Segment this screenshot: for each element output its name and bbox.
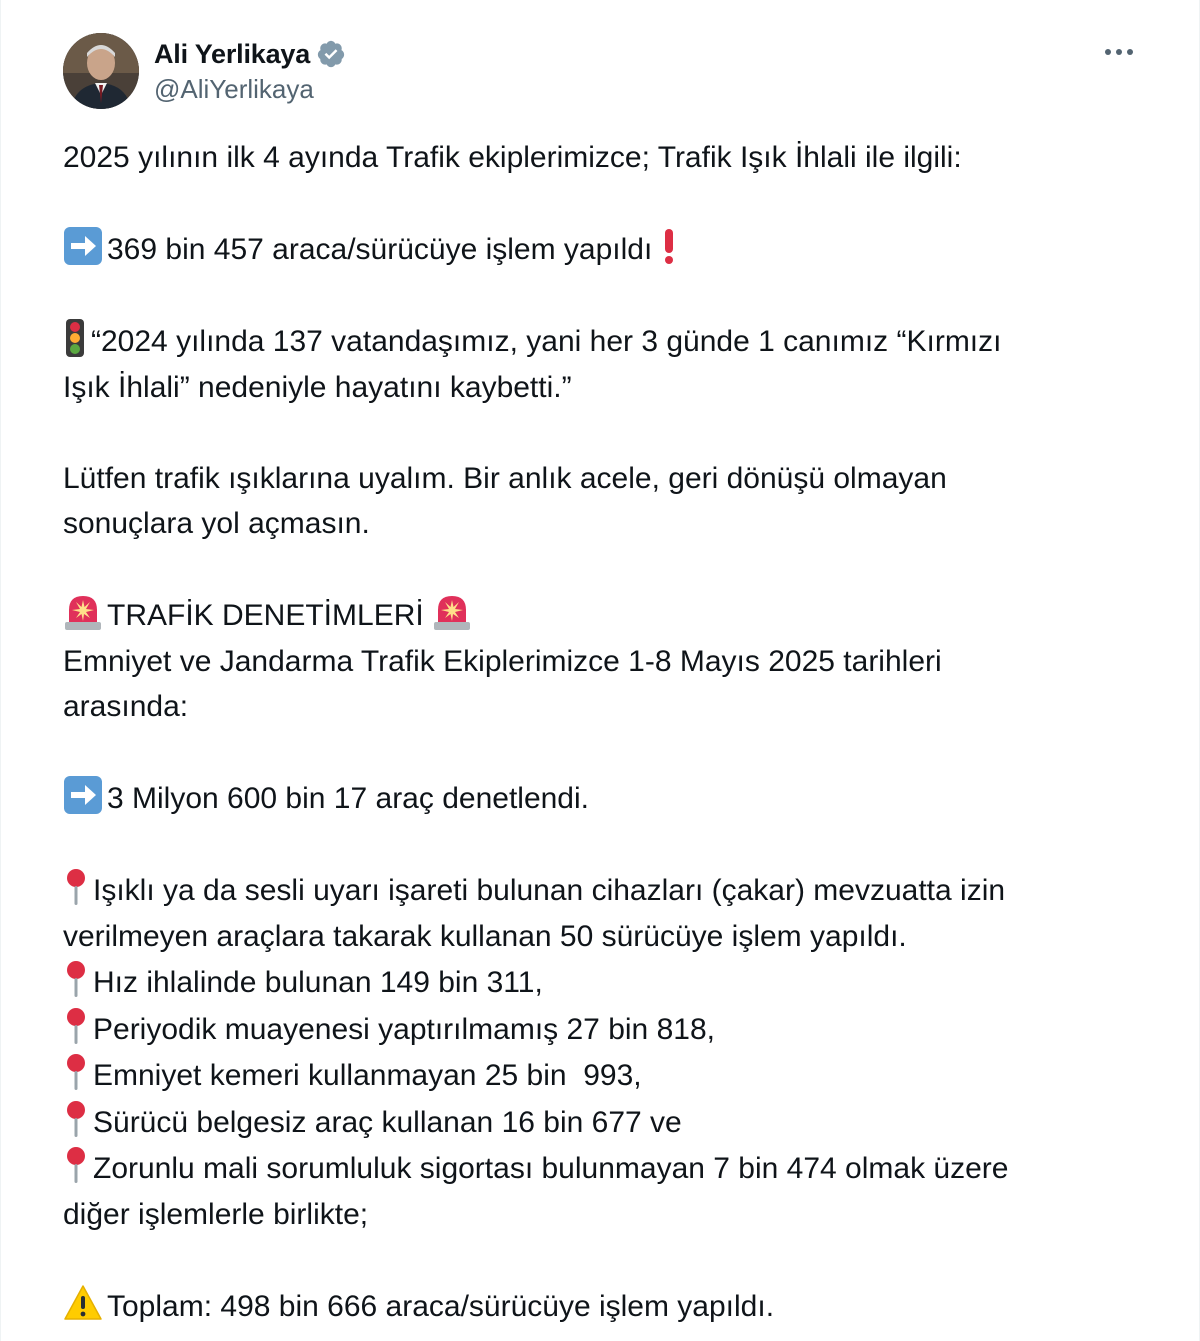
avatar[interactable] [63,33,139,109]
list-item-continuation: diğer işlemlerle birlikte; [63,1197,369,1231]
spacer [63,822,1143,868]
list-item [63,959,1143,1006]
section-intro-line-2: arasında: [63,690,189,723]
list-item [63,1145,1143,1192]
item-text: Işıklı ya da sesli uyarı işareti bulunan cihazları (çakar) mevzuatta izin [93,874,1006,907]
list-item [63,1006,1143,1053]
spacer [63,410,1143,456]
intro-text: 2025 yılının ilk 4 ayında Trafik ekiplerimizce; Trafik Işık İhlali ile ilgili: [63,141,962,174]
pushpin-icon [63,1006,89,1046]
pushpin-icon [63,867,89,907]
siren-icon [63,592,103,632]
section-title-line [63,592,1143,639]
spacer [63,273,1143,319]
author-names [154,36,346,105]
item-text: Hız ihlalinde bulunan 149 bin 311, [93,966,543,999]
plea-line-1: Lütfen trafik ışıklarına uyalım. Bir anlık acele, geri dönüşü olmayan [63,461,947,495]
list-item-continuation: verilmeyen araçlara takarak kullanan 50 sürücüye işlem yapıldı. [63,919,907,953]
quote-line-2: Işık İhlali” nedeniyle hayatını kaybetti.” [63,370,572,404]
dot [1127,49,1133,55]
list-item [63,1052,1143,1099]
siren-icon [432,592,472,632]
spacer [63,1237,1143,1283]
pushpin-icon [63,1099,89,1139]
more-dots-icon[interactable] [1099,37,1139,67]
total-line [63,1283,1143,1330]
spacer [63,730,1143,776]
display-name[interactable]: Ali Yerlikaya [154,38,311,69]
item-text: Periyodik muayenesi yaptırılmamış 27 bin 818, [93,1012,715,1046]
spacer [63,547,1143,593]
tweet-header [63,33,1139,113]
warning-icon [63,1283,103,1323]
dot [1116,49,1122,55]
profile-photo [63,33,139,109]
stat-line-1 [63,226,1143,273]
item-text: Emniyet kemeri kullanmayan 25 bin 993, [93,1059,642,1092]
quote-text-1: “2024 yılında 137 vatandaşımız, yani her 3 günde 1 canımız “Kırmızı [91,325,1002,358]
item-text: Sürücü belgesiz araç kullanan 16 bin 677 ve [93,1105,682,1139]
tweet-text [63,135,1143,1329]
display-name-row [154,36,346,72]
stat-line-2 [63,775,1143,822]
verified-badge-icon[interactable] [316,39,346,69]
exclamation-icon [661,226,677,266]
section-title: TRAFİK DENETİMLERİ [107,599,424,632]
total-text: Toplam: 498 bin 666 araca/sürücüye işlem yapıldı. [107,1289,775,1323]
section-intro-line-1: Emniyet ve Jandarma Trafik Ekiplerimizce 1-8 Mayıs 2025 tarihleri [63,644,942,678]
plea-line-2: sonuçlara yol açmasın. [63,507,370,540]
stat-text-2: 3 Milyon 600 bin 17 araç denetlendi. [107,782,589,815]
traffic-light-icon [63,318,87,358]
list-item [63,1099,1143,1146]
pushpin-icon [63,1145,89,1185]
pushpin-icon [63,1052,89,1092]
quote-line-1 [63,318,1143,365]
item-text: Zorunlu mali sorumluluk sigortası bulunmayan 7 bin 474 olmak üzere [93,1152,1009,1185]
stat-text-1: 369 bin 457 araca/sürücüye işlem yapıldı [107,233,653,266]
dot [1105,49,1111,55]
list-item [63,867,1143,914]
right-arrow-icon [63,226,103,266]
right-arrow-icon [63,775,103,815]
pushpin-icon [63,959,89,999]
spacer [63,181,1143,227]
author-handle[interactable]: @AliYerlikaya [154,74,314,104]
